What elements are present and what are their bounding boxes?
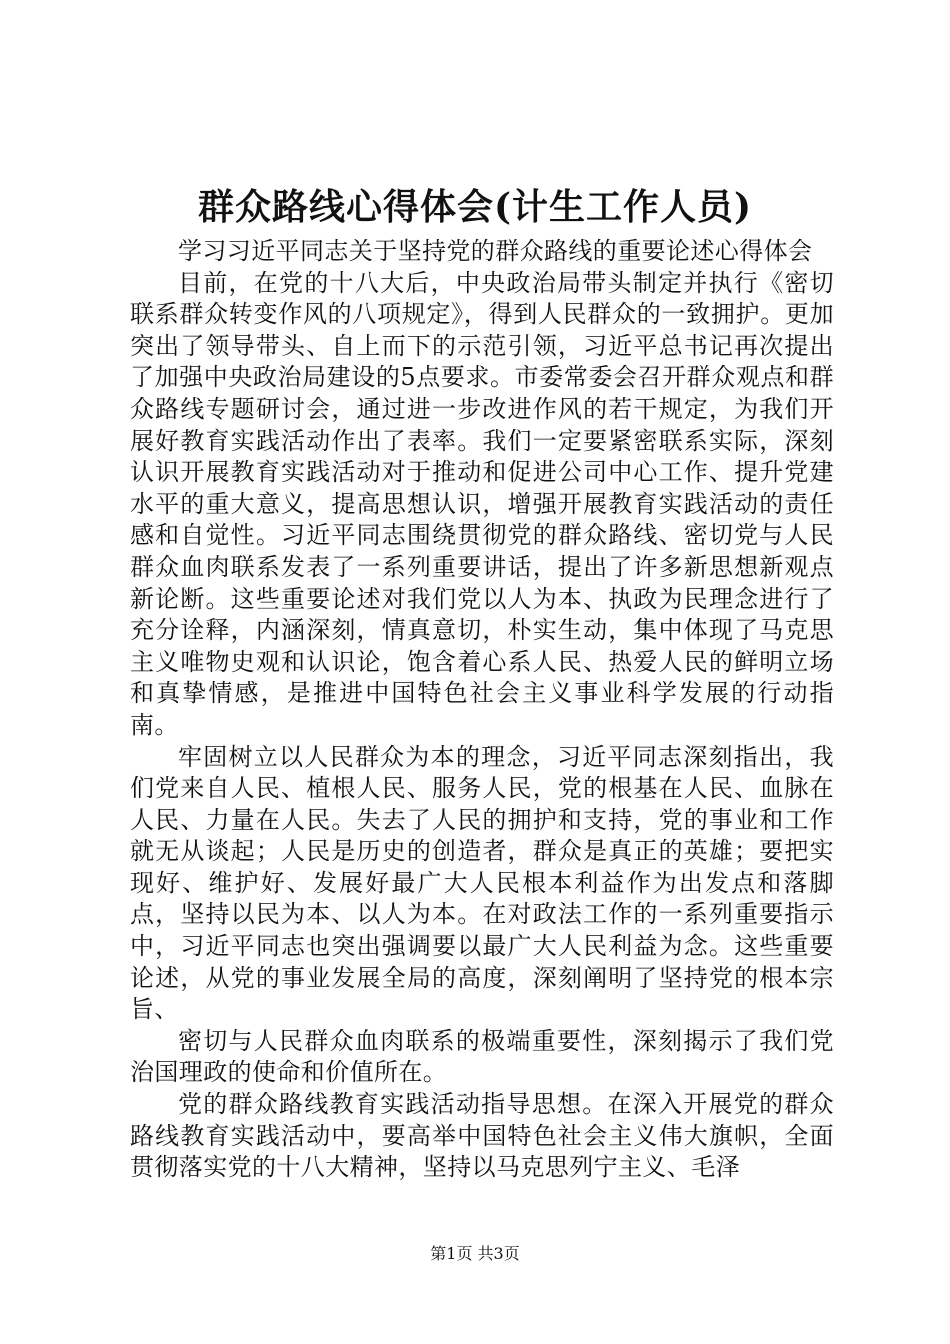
paragraph-4: 党的群众路线教育实践活动指导思想。在深入开展党的群众路线教育实践活动中，要高举中国特色社会主义伟大旗帜，全面贯彻落实党的十八大精神，坚持以马克思列宁主义、毛泽 [130, 1090, 834, 1182]
paragraph-1: 目前，在党的十八大后，中央政治局带头制定并执行《密切联系群众转变作风的八项规定》，得到人民群众的一致拥护。更加突出了领导带头、自上而下的示范引领，习近平总书记再次提出了加强中央政治局建设的5点要求。市委常委会召开群众观点和群众路线专题研讨会，通过进一步改进作风的若干规定，为我们开展好教育实践活动作出了表率。我们一定要紧密联系实际，深刻认识开展教育实践活动对于推动和促进公司中心工作、提升党建水平的重大意义，提高思想认识，增强开展教育实践活动的责任感和自觉性。习近平同志围绕贯彻党的群众路线、密切党与人民群众血肉联系发表了一系列重要讲话，提出了许多新思想新观点新论断。这些重要论述对我们党以人为本、执政为民理念进行了充分诠释，内涵深刻，情真意切，朴实生动，集中体现了马克思主义唯物史观和认识论，饱含着心系人民、热爱人民的鲜明立场和真挚情感，是推进中国特色社会主义事业科学发展的行动指南。 [130, 268, 834, 739]
paragraph-2: 牢固树立以人民群众为本的理念，习近平同志深刻指出，我们党来自人民、植根人民、服务人民，党的根基在人民、血脉在人民、力量在人民。失去了人民的拥护和支持，党的事业和工作就无从谈起；人民是历史的创造者，群众是真正的英雄；要把实现好、维护好、发展好最广大人民根本利益作为出发点和落脚点，坚持以民为本、以人为本。在对政法工作的一系列重要指示中，习近平同志也突出强调要以最广大人民利益为念。这些重要论述，从党的事业发展全局的高度，深刻阐明了坚持党的根本宗旨、 [130, 742, 834, 1024]
page-footer: 第1页 共3页 [430, 1244, 520, 1263]
document-title: 群众路线心得体会(计生工作人员) [197, 186, 753, 228]
document-body [130, 236, 834, 1184]
paragraph-subtitle: 学习习近平同志关于坚持党的群众路线的重要论述心得体会 [178, 237, 813, 265]
paragraph-3: 密切与人民群众血肉联系的极端重要性，深刻揭示了我们党治国理政的使命和价值所在。 [130, 1026, 834, 1087]
